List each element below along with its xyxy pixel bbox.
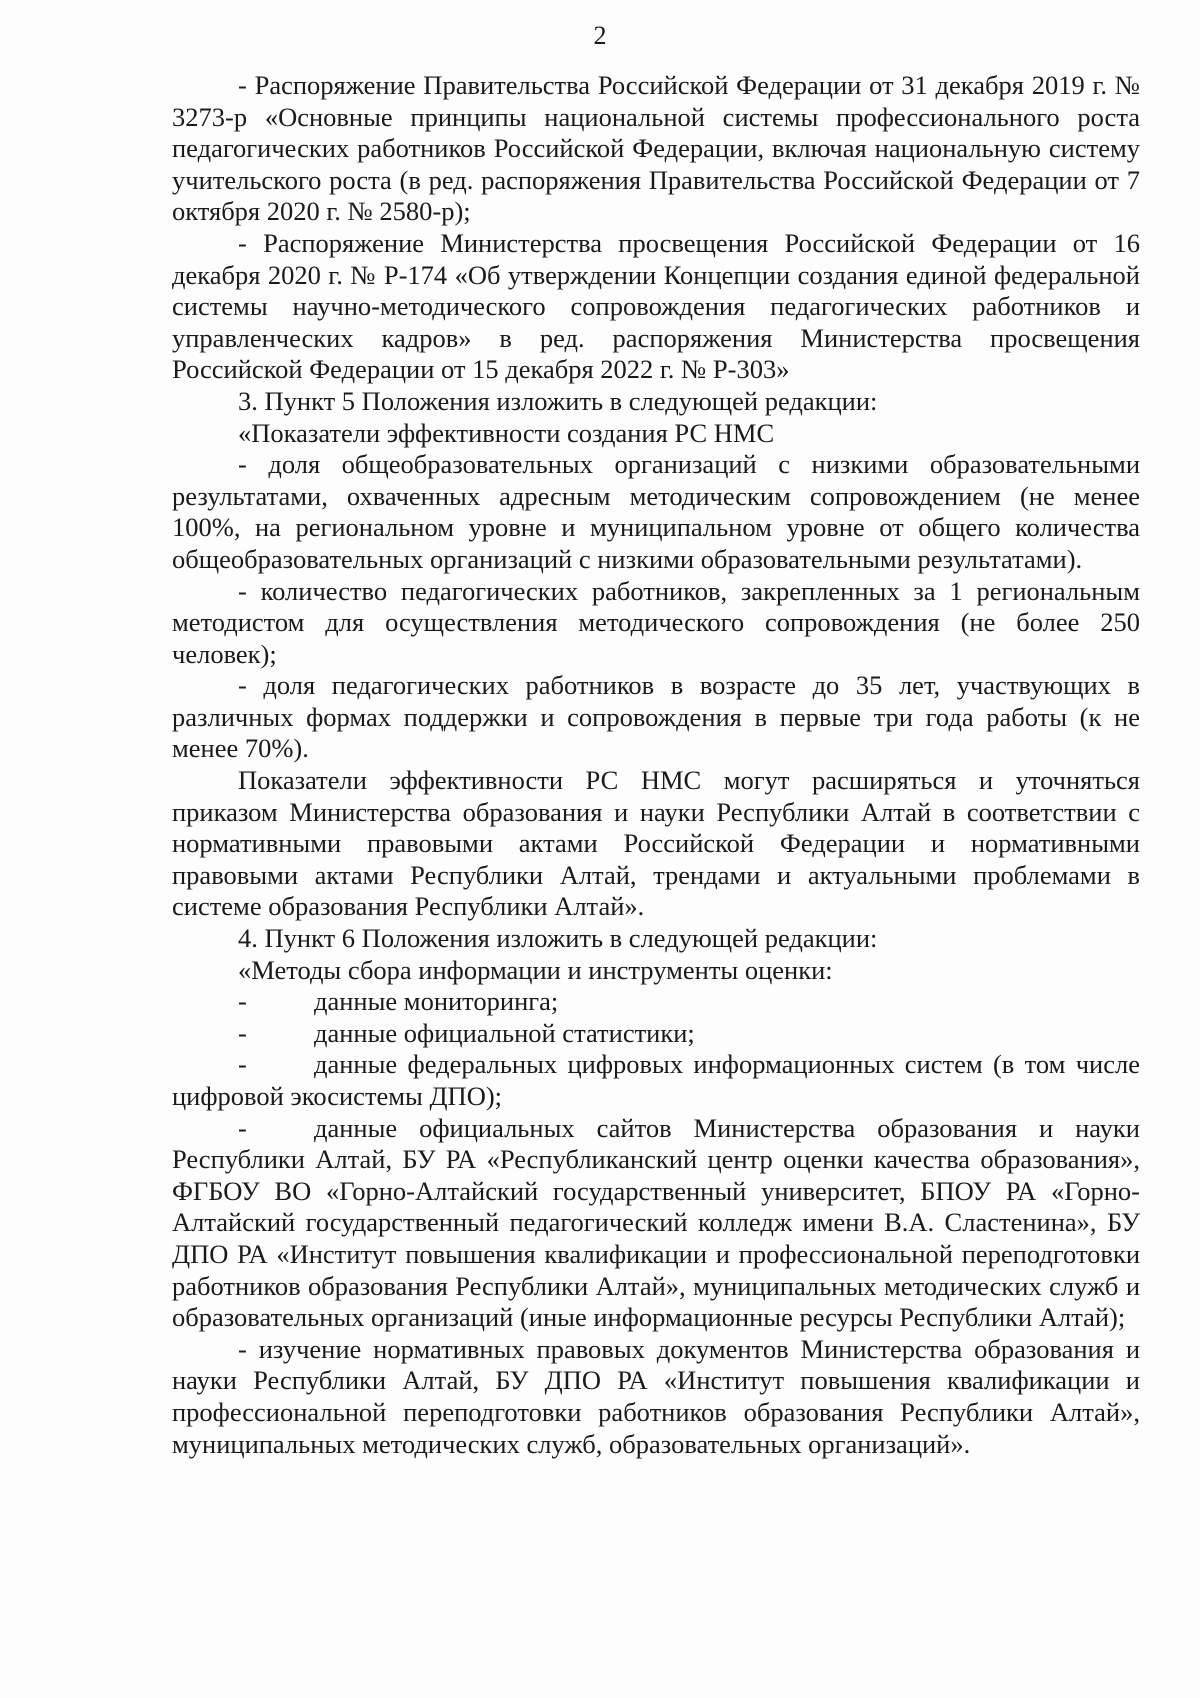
list-item-text: данные официальной статистики; [314, 1017, 695, 1048]
paragraph-item-3-heading: 3. Пункт 5 Положения изложить в следующей редакции: [238, 385, 878, 416]
list-item-text: данные мониторинга; [314, 986, 559, 1017]
paragraph-study-documents: - изучение нормативных правовых документов Министерства образования и науки Республики Алтай, БУ ДПО РА «Институт повышения квалификации и профессиональной переподготовки работников образования Республики Алтай», муниципальных методических служб, образовательных организаций». [172, 1333, 1140, 1459]
dash-marker: - [238, 1049, 247, 1080]
paragraph-indicators-title: «Показатели эффективности создания РС НМС [238, 417, 775, 448]
paragraph-methods-title: «Методы сбора информации и инструменты оценки: [238, 954, 833, 985]
list-item [172, 1113, 1140, 1334]
paragraph-indicators-expansion: Показатели эффективности РС НМС могут расширяться и уточняться приказом Министерства образования и науки Республики Алтай в соответствии с нормативными правовыми актами Российской Федерации и нормативными правовыми актами Республики Алтай, трендами и актуальными проблемами в системе образования Республики Алтай». [172, 765, 1140, 922]
paragraph-indicator-young-teachers: - доля педагогических работников в возрасте до 35 лет, участвующих в различных формах поддержки и сопровождения в первые три года работы (к не менее 70%). [172, 670, 1140, 764]
document-body [172, 70, 1140, 1460]
list-item [172, 986, 1140, 1018]
list-item-text: данные федеральных цифровых информационных систем (в том числе цифровой экосистемы ДПО); [172, 1049, 1140, 1111]
paragraph-indicator-teachers-per-methodist: - количество педагогических работников, закрепленных за 1 региональным методистом для осуществления методического сопровождения (не более 250 человек); [172, 575, 1140, 669]
list-item-text: данные официальных сайтов Министерства образования и науки Республики Алтай, БУ РА «Республиканский центр оценки качества образования», ФГБОУ ВО «Горно-Алтайский государственный университет, БПОУ РА «Горно-Алтайский государственный педагогический колледж имени В.А. Сластенина», БУ ДПО РА «Институт повышения квалификации и профессиональной переподготовки работников образования Республики Алтай», муниципальных методических служб и образовательных организаций (иные информационные ресурсы Республики Алтай); [172, 1112, 1140, 1333]
list-item [172, 1049, 1140, 1112]
paragraph-indicator-share-schools: - доля общеобразовательных организаций с низкими образовательными результатами, охваченных адресным методическим сопровождением (не менее 100%, на региональном уровне и муниципальном уровне от общего количества общеобразовательных организаций с низкими образовательными результатами). [172, 449, 1140, 574]
dash-marker: - [238, 1017, 247, 1048]
dash-marker: - [238, 986, 247, 1017]
page-number: 2 [593, 21, 607, 50]
list-item [172, 1018, 1140, 1050]
paragraph-item-4-heading: 4. Пункт 6 Положения изложить в следующей редакции: [238, 923, 878, 954]
dash-marker: - [238, 1112, 247, 1143]
paragraph-decree-government: - Распоряжение Правительства Российской Федерации от 31 декабря 2019 г. № 3273-р «Основные принципы национальной системы профессионального роста педагогических работников Российской Федерации, включая национальную систему учительского роста (в ред. распоряжения Правительства Российской Федерации от 7 октября 2020 г. № 2580-р); [172, 70, 1140, 227]
paragraph-decree-ministry: - Распоряжение Министерства просвещения Российской Федерации от 16 декабря 2020 г. № Р-174 «Об утверждении Концепции создания единой федеральной системы научно-методического сопровождения педагогических работников и управленческих кадров» в ред. распоряжения Министерства просвещения Российской Федерации от 15 декабря 2022 г. № Р-303» [172, 227, 1140, 385]
